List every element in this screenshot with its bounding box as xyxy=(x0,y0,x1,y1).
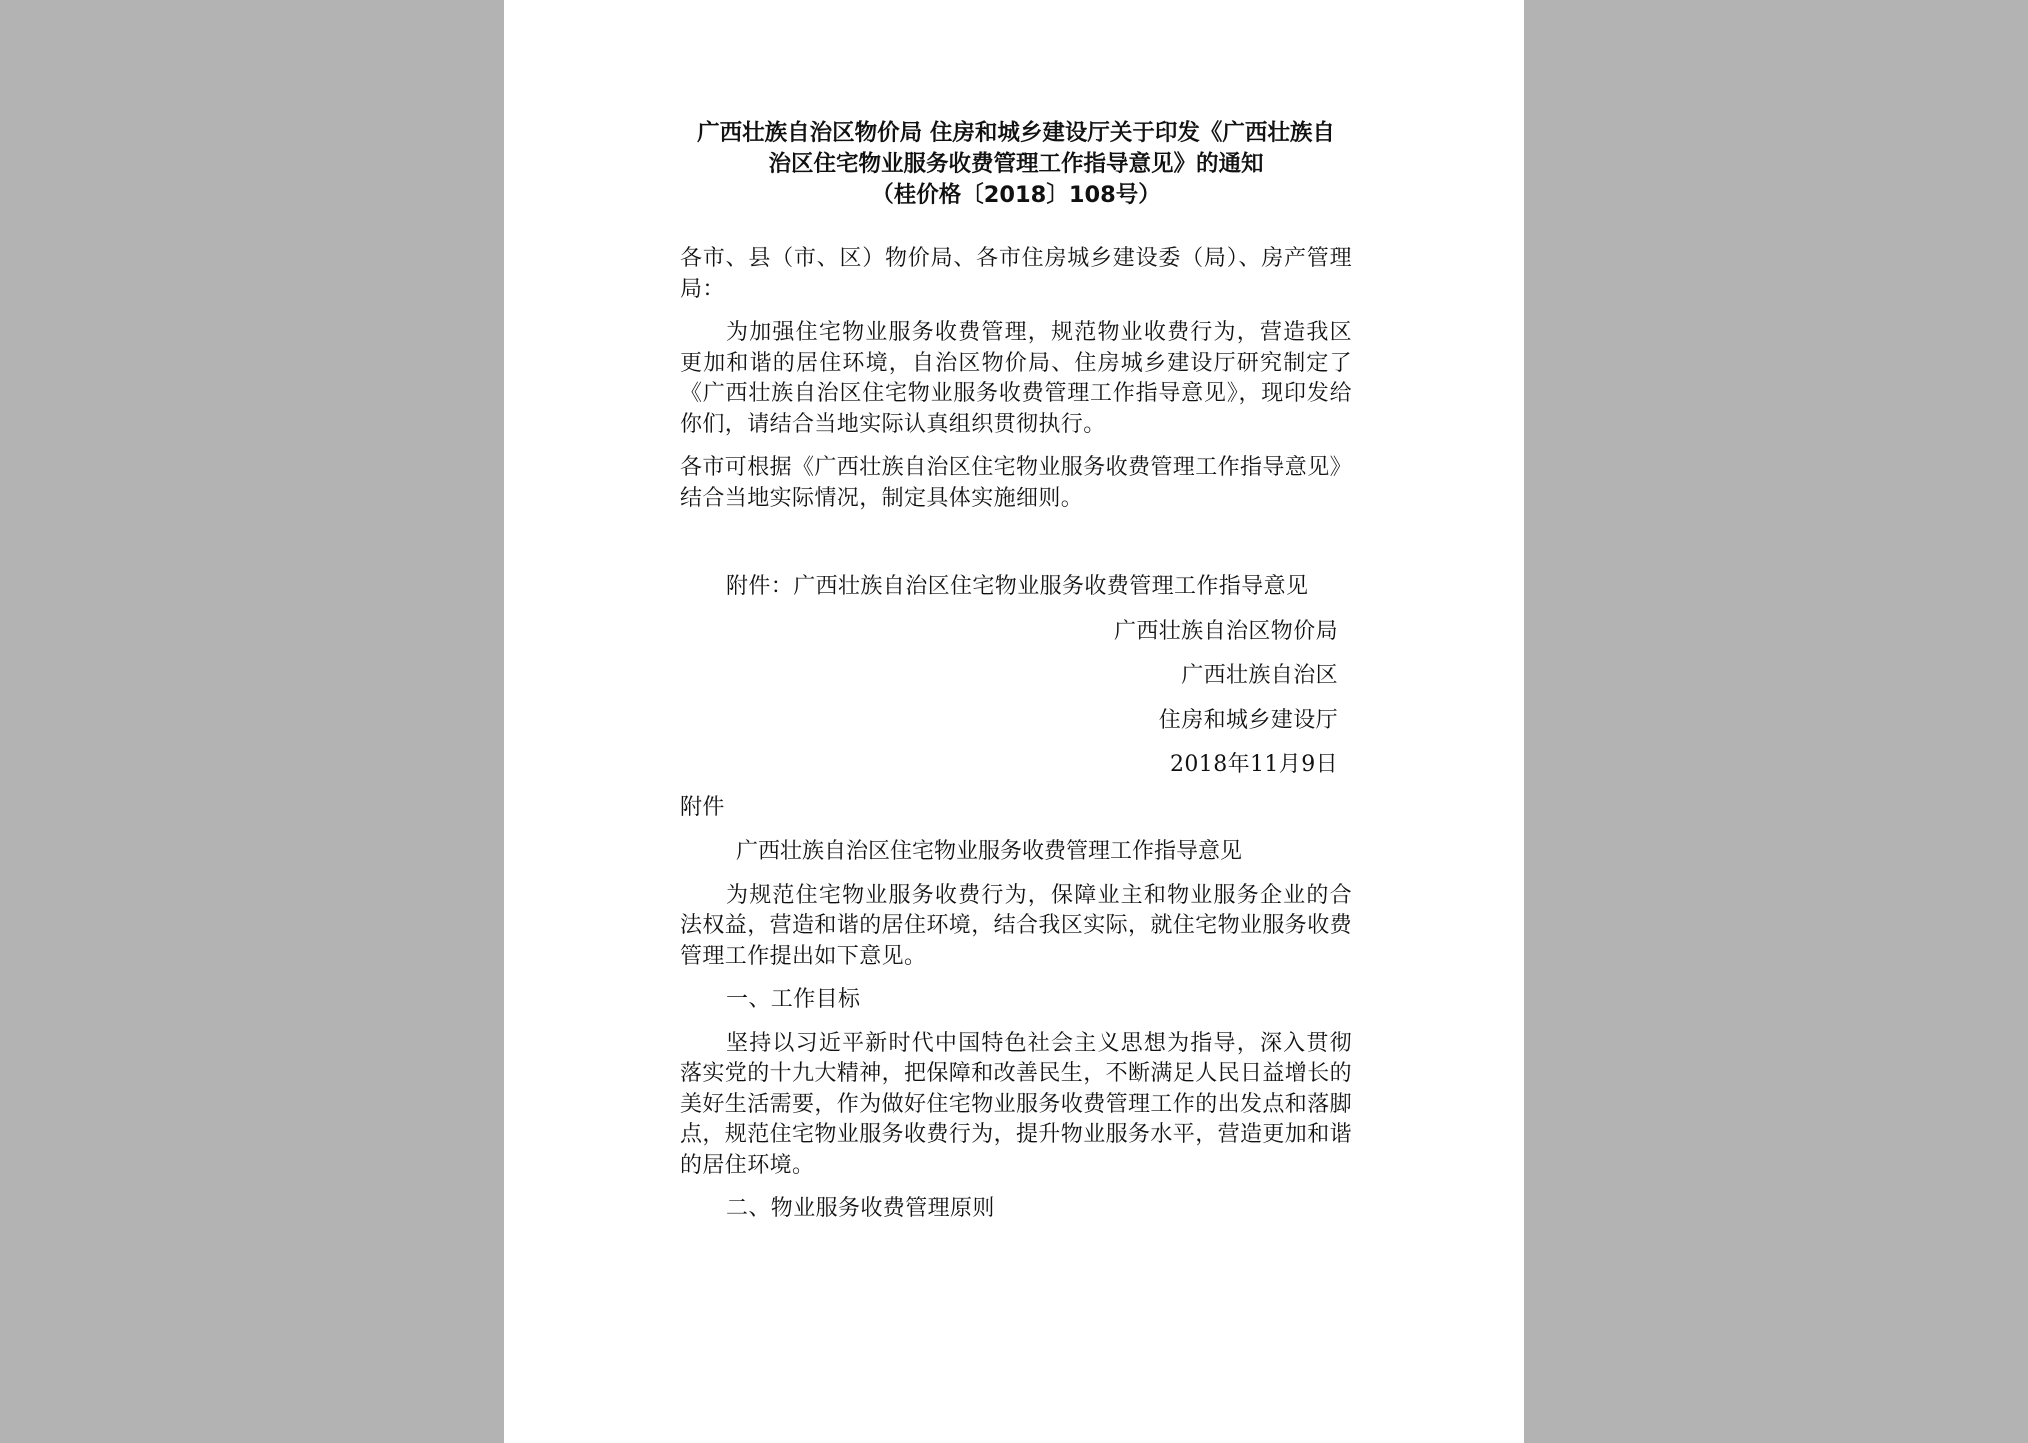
addressee: 各市、县（市、区）物价局、各市住房城乡建设委（局）、房产管理局： xyxy=(680,246,1352,302)
paragraph-2: 各市可根据《广西壮族自治区住宅物业服务收费管理工作指导意见》结合当地实际情况，制定具体实施细则。 xyxy=(680,455,1353,511)
signature-org-2-line-1: 广西壮族自治区 xyxy=(1181,663,1338,688)
attachment-note: 附件：广西壮族自治区住宅物业服务收费管理工作指导意见 xyxy=(726,574,1309,599)
document-number: （桂价格〔2018〕108号） xyxy=(871,182,1161,208)
annex-label: 附件 xyxy=(680,794,725,820)
title-line-2: 治区住宅物业服务收费管理工作指导意见》的通知 xyxy=(768,151,1264,177)
annex-title: 广西壮族自治区住宅物业服务收费管理工作指导意见 xyxy=(736,839,1243,864)
section-2-heading: 二、物业服务收费管理原则 xyxy=(726,1196,995,1221)
document-title xyxy=(656,118,1376,211)
paragraph-1: 为加强住宅物业服务收费管理，规范物业收费行为，营造我区更加和谐的居住环境，自治区物价局、住房城乡建设厅研究制定了《广西壮族自治区住宅物业服务收费管理工作指导意见》，现印发给你们，请结合当地实际认真组织贯彻执行。 xyxy=(680,320,1352,437)
signature-date: 2018年11月9日 xyxy=(1170,752,1338,777)
document-page xyxy=(504,0,1524,1443)
annex-intro: 为规范住宅物业服务收费行为，保障业主和物业服务企业的合法权益，营造和谐的居住环境，结合我区实际，就住宅物业服务收费管理工作提出如下意见。 xyxy=(680,882,1353,969)
section-1-body: 坚持以习近平新时代中国特色社会主义思想为指导，深入贯彻落实党的十九大精神，把保障和改善民生，不断满足人民日益增长的美好生活需要，作为做好住宅物业服务收费管理工作的出发点和落脚点，规范住宅物业服务收费行为，提升物业服务水平，营造更加和谐的居住环境。 xyxy=(680,1030,1353,1178)
title-line-1: 广西壮族自治区物价局 住房和城乡建设厅关于印发《广西壮族自 xyxy=(697,120,1335,146)
signature-org-2-line-2: 住房和城乡建设厅 xyxy=(1158,707,1338,733)
section-1-heading: 一、工作目标 xyxy=(726,987,861,1012)
page-content xyxy=(680,118,1352,1225)
signature-org-1: 广西壮族自治区物价局 xyxy=(1113,618,1338,644)
